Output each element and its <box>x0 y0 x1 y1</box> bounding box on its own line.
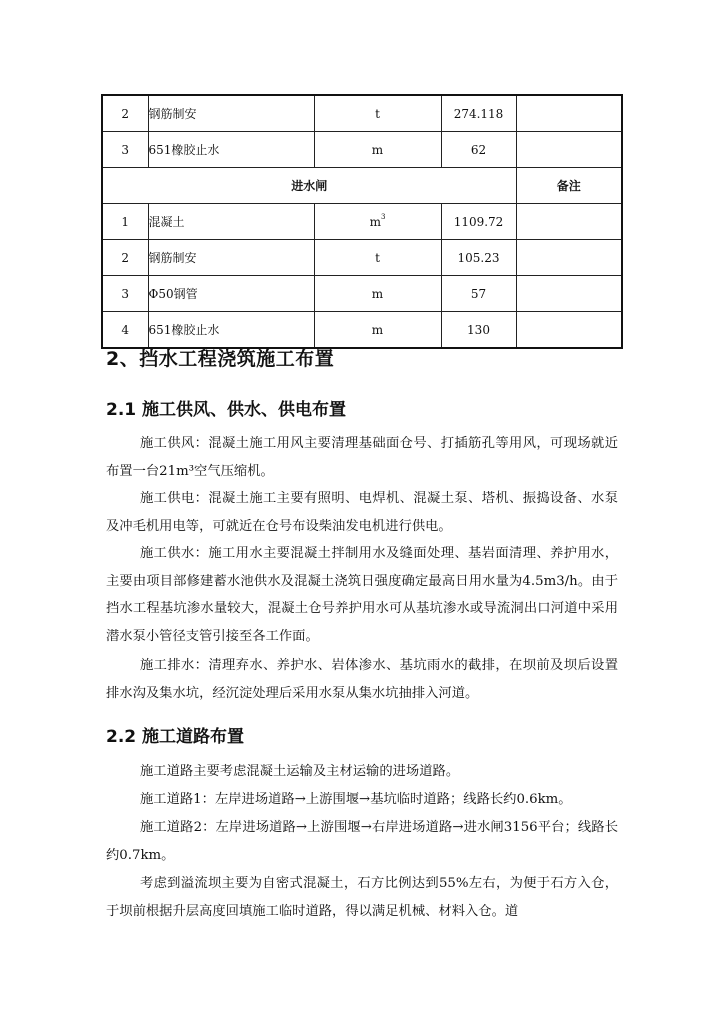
section-heading-2-2: 2.2 施工道路布置 <box>106 727 245 747</box>
row-no: 1 <box>102 204 148 240</box>
note-header: 备注 <box>516 168 622 204</box>
item-note <box>516 312 622 349</box>
item-name: Φ50钢管 <box>148 276 314 312</box>
table-row <box>102 276 622 312</box>
item-unit: t <box>314 240 441 276</box>
quantity-table <box>101 94 623 349</box>
paragraph-road-intro: 施工道路主要考虑混凝土运输及主材运输的进场道路。 <box>140 764 460 779</box>
item-note <box>516 204 622 240</box>
item-note <box>516 240 622 276</box>
row-no: 3 <box>102 132 148 168</box>
unit-superscript: 3 <box>380 212 386 221</box>
item-quantity: 130 <box>441 312 516 349</box>
chapter-heading: 2、挡水工程浇筑施工布置 <box>106 348 335 370</box>
item-name: 651橡胶止水 <box>148 132 314 168</box>
paragraph-drainage: 施工排水：清理弃水、养护水、岩体渗水、基坑雨水的截排，在坝前及坝后设置排水沟及集水坑，经沉淀处理后采用水泵从集水坑抽排入河道。 <box>106 658 618 701</box>
item-note <box>516 276 622 312</box>
item-unit: m <box>314 312 441 349</box>
item-quantity: 105.23 <box>441 240 516 276</box>
item-unit <box>314 204 441 240</box>
item-unit: t <box>314 95 441 132</box>
paragraph-air-supply: 施工供风：混凝土施工用风主要清理基础面仓号、打插筋孔等用风，可现场就近布置一台21m³空气压缩机。 <box>106 436 618 479</box>
item-quantity: 1109.72 <box>441 204 516 240</box>
row-no: 2 <box>102 240 148 276</box>
item-quantity: 62 <box>441 132 516 168</box>
item-quantity: 57 <box>441 276 516 312</box>
paragraph-road-overflow-dam: 考虑到溢流坝主要为自密式混凝土，石方比例达到55%左右，为便于石方入仓，于坝前根据升层高度回填施工临时道路，得以满足机械、材料入仓。道 <box>106 876 618 919</box>
paragraph-road-1: 施工道路1：左岸进场道路→上游围堰→基坑临时道路；线路长约0.6km。 <box>140 792 572 807</box>
item-quantity: 274.118 <box>441 95 516 132</box>
item-unit: m <box>314 132 441 168</box>
table-row <box>102 312 622 349</box>
table-row <box>102 95 622 132</box>
row-no: 3 <box>102 276 148 312</box>
table-row <box>102 240 622 276</box>
paragraph-road-2: 施工道路2：左岸进场道路→上游围堰→右岸进场道路→进水闸3156平台；线路长约0.7km。 <box>106 820 618 863</box>
row-no: 2 <box>102 95 148 132</box>
section-header: 进水闸 <box>102 168 516 204</box>
item-unit: m <box>314 276 441 312</box>
paragraph-water-supply: 施工供水：施工用水主要混凝土拌制用水及缝面处理、基岩面清理、养护用水，主要由项目部修建蓄水池供水及混凝土浇筑日强度确定最高日用水量为4.5m3/h。由于挡水工程基坑渗水量较大，混凝土仓号养护用水可从基坑渗水或导流洞出口河道中采用潜水泵小管径支管引接至各工作面。 <box>106 546 618 644</box>
item-name: 混凝土 <box>148 204 314 240</box>
section-heading-2-1: 2.1 施工供风、供水、供电布置 <box>106 400 347 420</box>
table-row <box>102 204 622 240</box>
item-name: 651橡胶止水 <box>148 312 314 349</box>
item-name: 钢筋制安 <box>148 95 314 132</box>
table-section-header-row <box>102 168 622 204</box>
row-no: 4 <box>102 312 148 349</box>
table-row <box>102 132 622 168</box>
unit-base: m <box>369 214 381 229</box>
item-note <box>516 132 622 168</box>
item-name: 钢筋制安 <box>148 240 314 276</box>
paragraph-power-supply: 施工供电：混凝土施工主要有照明、电焊机、混凝土泵、塔机、振捣设备、水泵及冲毛机用电等，可就近在仓号布设柴油发电机进行供电。 <box>106 491 618 534</box>
item-note <box>516 95 622 132</box>
